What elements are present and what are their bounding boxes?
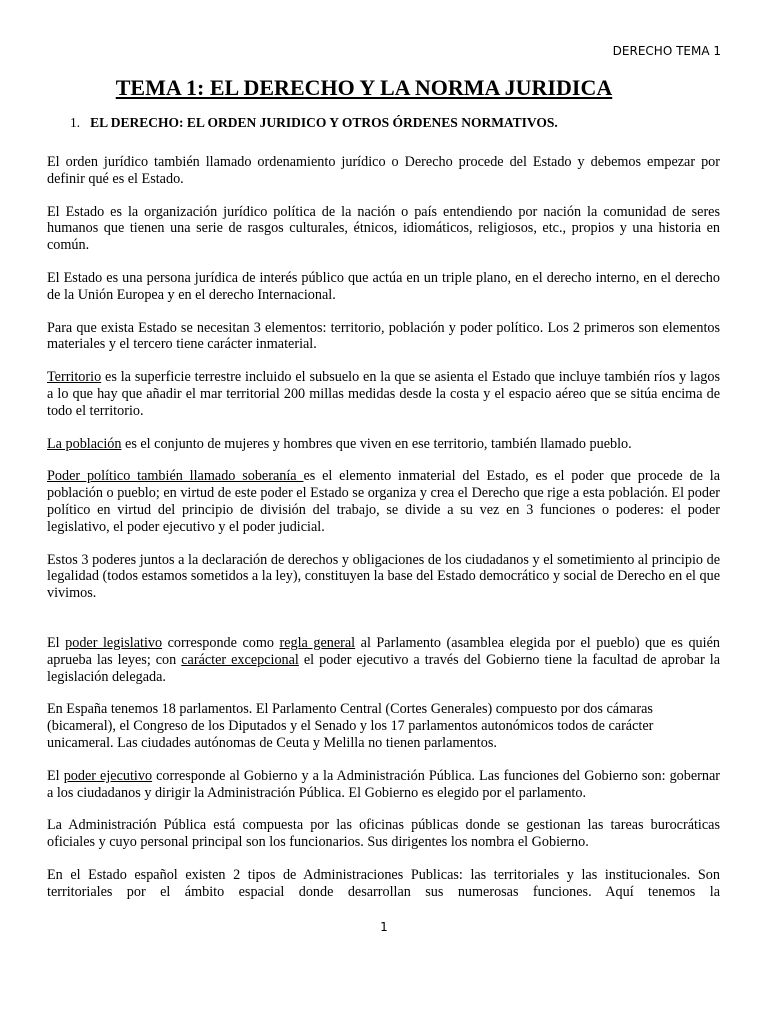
- document-title: TEMA 1: EL DERECHO Y LA NORMA JURIDICA: [115, 75, 613, 100]
- underlined-term: poder ejecutivo: [63, 767, 153, 784]
- paragraph: El orden jurídico también llamado ordenamiento jurídico o Derecho procede del Estado y debemos empezar por definir qué es el Estado.: [47, 154, 720, 187]
- paragraph: La Administración Pública está compuesta por las oficinas públicas donde se gestionan las tareas burocráticas oficiales y cuyo personal principal son los funcionarios. Sus dirigentes los nombra el Gobierno.: [47, 817, 720, 851]
- paragraph: El Estado es una persona jurídica de interés público que actúa en un triple plano, en el derecho interno, en el derecho de la Unión Europea y en el derecho Internacional.: [47, 269, 720, 303]
- underlined-term: Poder político también llamado soberanía: [47, 468, 304, 485]
- paragraph: [47, 635, 720, 685]
- paragraph: [47, 369, 720, 419]
- section-heading-text: EL DERECHO: EL ORDEN JURIDICO Y OTROS ÓRDENES NORMATIVOS.: [90, 115, 558, 130]
- paragraph-text: es el conjunto de mujeres y hombres que viven en ese territorio, también llamado pueblo.: [121, 435, 632, 452]
- paragraph: En el Estado español existen 2 tipos de Administraciones Publicas: las territoriales y las institucionales. Son territoriales por el ámbito espacial donde desarrollan sus numerosas funciones. Aquí tenemos la: [47, 866, 720, 900]
- page-header: DERECHO TEMA 1: [612, 44, 721, 58]
- paragraph: Estos 3 poderes juntos a la declaración de derechos y obligaciones de los ciudadanos y el sometimiento al principio de legalidad (todos estamos sometidos a la ley), constituyen la base del Estado democrático y social de Derecho en el que vivimos.: [47, 551, 720, 602]
- paragraph-text: El: [47, 634, 66, 651]
- section-heading: [70, 115, 558, 131]
- section-number: 1.: [70, 115, 81, 130]
- paragraph: El Estado es la organización jurídico política de la nación o país entendiendo por nación la comunidad de seres humanos que tienen una serie de rasgos culturales, étnicos, idiomáticos, religiosos, etc., propios y una historia en común.: [47, 203, 720, 254]
- paragraph: En España tenemos 18 parlamentos. El Parlamento Central (Cortes Generales) compuesto por dos cámaras (bicameral), el Congreso de los Diputados y el Senado y los 17 parlamentos autonómicos todos de carácter unicameral. Las ciudades autónomas de Ceuta y Melilla no tienen parlamentos.: [47, 701, 654, 751]
- paragraph-text: el poder ejecutivo a través del Gobierno tiene la facultad de aprobar la legislación delegada.: [47, 651, 720, 685]
- underlined-term: La población: [47, 435, 122, 452]
- paragraph-text: al Parlamento (asamblea elegida por el pueblo) que es quién aprueba las leyes; con: [47, 634, 720, 668]
- paragraph-text: es el elemento inmaterial del Estado, es el poder que procede de la población o pueblo; en virtud de este poder el Estado se organiza y crea el Derecho que rige a esta población. El poder político en virtud del principio de división del trabajo, se divide a su vez en 3 funciones o poderes: el poder legislativo, el poder ejecutivo y el poder judicial.: [47, 468, 720, 535]
- underlined-term: regla general: [279, 634, 356, 651]
- underlined-term: Territorio: [47, 369, 102, 386]
- paragraph-text: El: [47, 767, 64, 784]
- document-body: [47, 154, 720, 917]
- paragraph-text: corresponde al Gobierno y a la Administración Pública. Las funciones del Gobierno son: gobernar a los ciudadanos y dirigir la Administración Pública. El Gobierno es elegido por el parlamento.: [47, 767, 720, 801]
- underlined-term: poder legislativo: [65, 634, 163, 651]
- paragraph: [47, 468, 720, 535]
- paragraph-text: es la superficie terrestre incluido el subsuelo en la que se asienta el Estado que incluye también ríos y lagos a lo que hay que añadir el mar territorial 200 millas medidas desde la costa y el espacio aéreo que se sitúa encima de todo el territorio.: [47, 369, 720, 419]
- page-number: 1: [380, 920, 388, 934]
- paragraph: [47, 768, 720, 802]
- paragraph-text: corresponde como: [162, 634, 280, 651]
- underlined-term: carácter excepcional: [181, 651, 299, 668]
- paragraph: [47, 436, 720, 453]
- paragraph: Para que exista Estado se necesitan 3 elementos: territorio, población y poder político. Los 2 primeros son elementos materiales y el tercero tiene carácter inmaterial.: [47, 319, 720, 353]
